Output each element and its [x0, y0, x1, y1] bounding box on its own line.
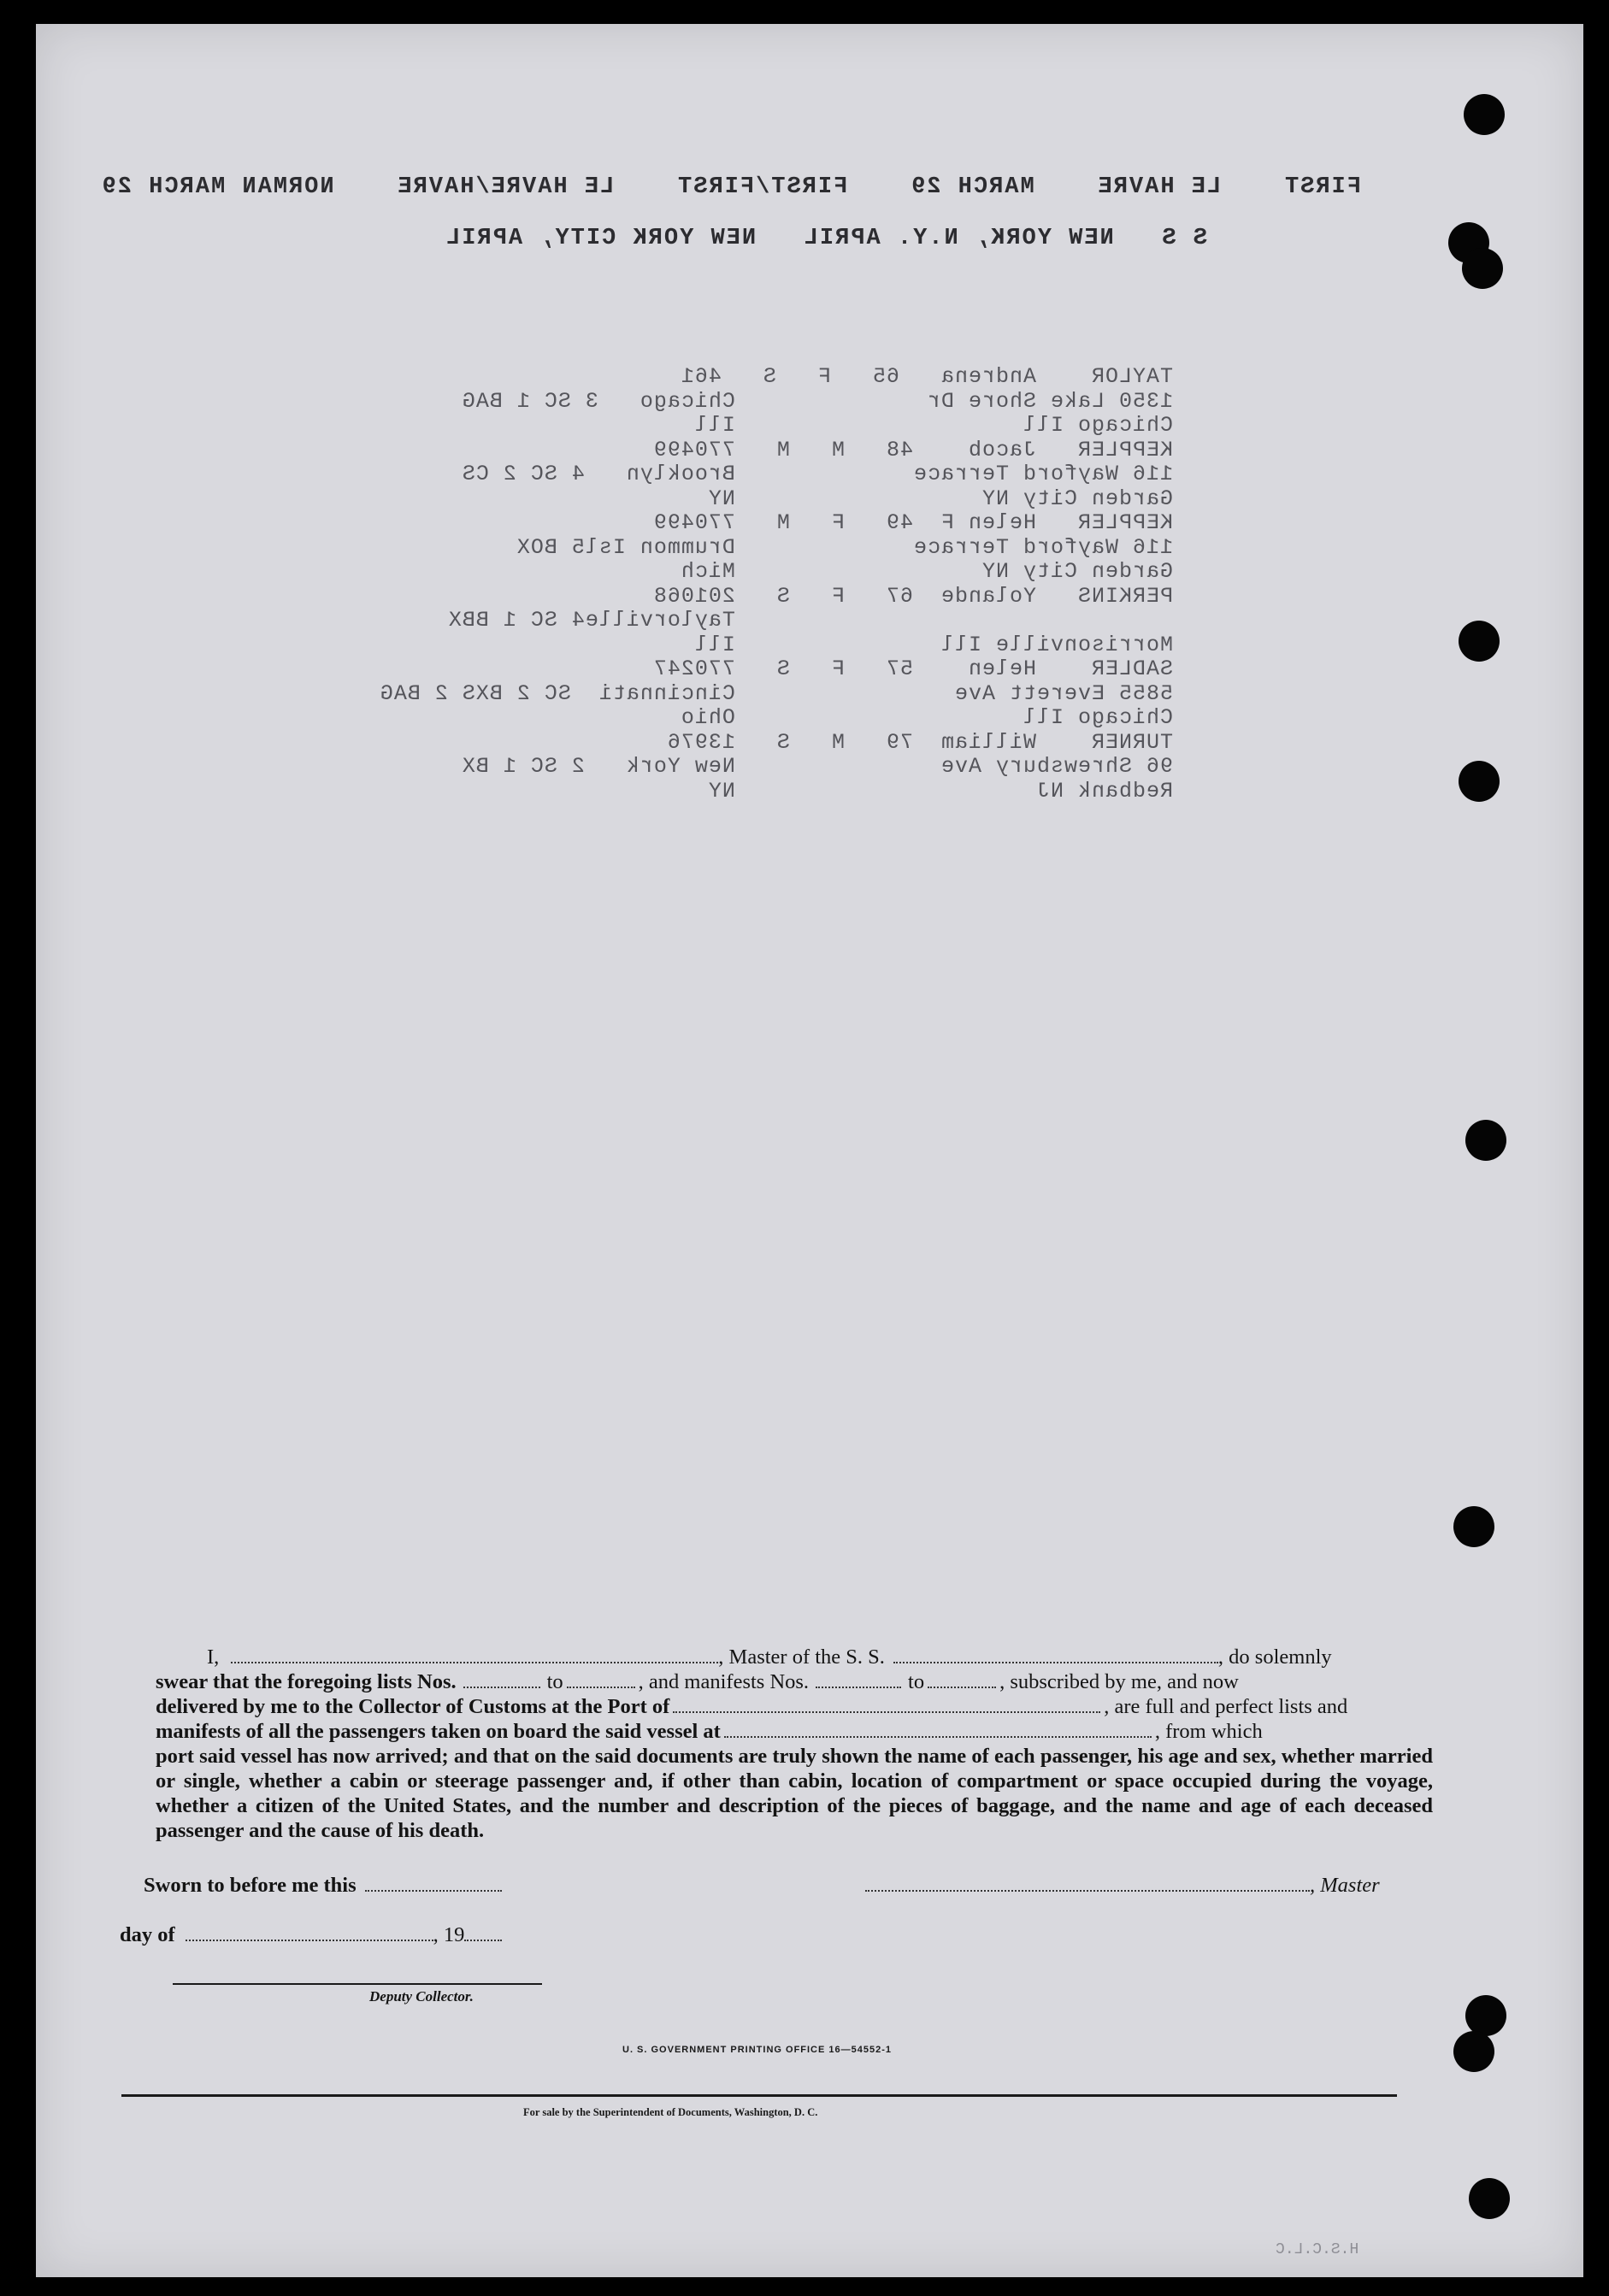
manifest-to-blank[interactable]	[928, 1671, 996, 1688]
oath-line-1: I, , Master of the S. S. , do solemnly	[207, 1645, 1332, 1669]
master-name-blank[interactable]	[231, 1646, 718, 1663]
sale-notice: For sale by the Superintendent of Documents, Washington, D. C.	[523, 2106, 818, 2118]
punch-hole	[1465, 1995, 1506, 2036]
deputy-collector-label: Deputy Collector.	[369, 1988, 474, 2005]
reversed-passenger-line: Taylorville4 SC 1 BBX	[447, 608, 1173, 633]
document-page	[36, 24, 1583, 2277]
reversed-passenger-line: 96 Shrewsbury Ave New York 2 SC 1 BX	[461, 754, 1173, 779]
punch-hole	[1465, 1120, 1506, 1161]
oath-body-text: port said vessel has now arrived; and that on the said documents are truly shown the name of each passenger, his age and sex, whether married or single, whether a cabin or steerage passenger and, if other than cabin, location of compartment or space occupied during the voyage, whether a citizen of the United States, and the number and description of the pieces of baggage, and the name and age of each deceased passenger and the cause of his death.	[156, 1745, 1433, 1842]
reversed-passenger-line: 5855 Everett Ave Cincinnati SC 2 BXS 2 BAG	[379, 680, 1173, 706]
day-of-blank[interactable]	[186, 1924, 433, 1941]
reversed-passenger-line: Morrisonville Ill Ill	[693, 632, 1173, 657]
reversed-passenger-line: 116 Wayford Terrace Brooklyn 4 SC 2 CS	[461, 462, 1173, 486]
list-from-blank[interactable]	[463, 1671, 540, 1688]
punch-hole	[1462, 248, 1503, 289]
reversed-passenger-line: Garden City NY Mich	[680, 559, 1173, 584]
ship-name-blank[interactable]	[893, 1646, 1218, 1663]
oath-line-4: manifests of all the passengers taken on board the said vessel at , from which	[156, 1720, 1263, 1743]
port-of-departure-blank[interactable]	[724, 1721, 1152, 1738]
oath-line-3: delivered by me to the Collector of Customs at the Port of , are full and perfect lists and	[156, 1695, 1348, 1718]
sworn-date-blank[interactable]	[365, 1875, 502, 1892]
reversed-passenger-line: Garden City NY NY	[707, 486, 1173, 511]
manifest-from-blank[interactable]	[816, 1671, 901, 1688]
punch-hole	[1464, 94, 1505, 135]
footer-rule	[121, 2094, 1397, 2097]
reversed-passenger-line: KEPPLER Helen F 49 F M 770499	[652, 510, 1173, 535]
master-signature-blank[interactable]	[865, 1875, 1310, 1892]
punch-hole	[1453, 1506, 1494, 1547]
master-signature-line: , Master	[865, 1874, 1380, 1898]
punch-hole	[1453, 2031, 1494, 2072]
sworn-line: Sworn to before me this	[144, 1874, 502, 1898]
punch-hole	[1459, 621, 1500, 662]
day-of-line: day of , 19	[120, 1923, 502, 1947]
reversed-passenger-line: 1350 Lake Shore Dr Chicago 3 SC 1 BAG	[461, 388, 1173, 414]
reversed-passenger-line: Chicago Ill Ill	[693, 413, 1173, 438]
deputy-collector-line	[173, 1983, 542, 1985]
reversed-passenger-line: Chicago Ill Ohio	[680, 705, 1173, 730]
printing-office-imprint: U. S. GOVERNMENT PRINTING OFFICE 16—54552-1	[622, 2045, 893, 2055]
year-blank[interactable]	[464, 1924, 502, 1941]
corner-code: H.S.C.L.C	[1276, 2241, 1359, 2258]
reversed-header-line-2: S S NEW YORK, N.Y. APRIL NEW YORK CITY, APRIL	[445, 226, 1207, 251]
reversed-passenger-line: SADLER Helen 57 F S 770247	[652, 656, 1173, 681]
oath-line-2: swear that the foregoing lists Nos. to , and manifests Nos. to , subscribed by me, and now	[156, 1670, 1239, 1693]
reversed-passenger-line: Redbank NJ NY	[707, 778, 1173, 804]
list-to-blank[interactable]	[567, 1671, 635, 1688]
punch-hole	[1459, 761, 1500, 802]
reversed-passenger-line: 116 Wayford Terrace Drummon Isl5 BOX	[516, 534, 1173, 560]
reversed-passenger-line: TURNER William 79 M S 13976	[666, 729, 1173, 755]
port-of-arrival-blank[interactable]	[673, 1696, 1100, 1713]
reversed-passenger-line: KEPPLER Jacob 48 M M 770499	[652, 437, 1173, 462]
punch-hole	[1469, 2178, 1510, 2219]
oath-paragraph	[156, 1645, 1433, 1843]
reversed-passenger-line: TAYLOR Andrena 65 F S 461	[680, 364, 1173, 389]
reversed-header-line-1: FIRST LE HAVRE MARCH 29 FIRST/FIRST LE HAVRE/HAVRE NORMAN MARCH 29	[100, 174, 1361, 200]
reversed-passenger-line: PERKINS Yolande 67 F S 201068	[652, 583, 1173, 609]
